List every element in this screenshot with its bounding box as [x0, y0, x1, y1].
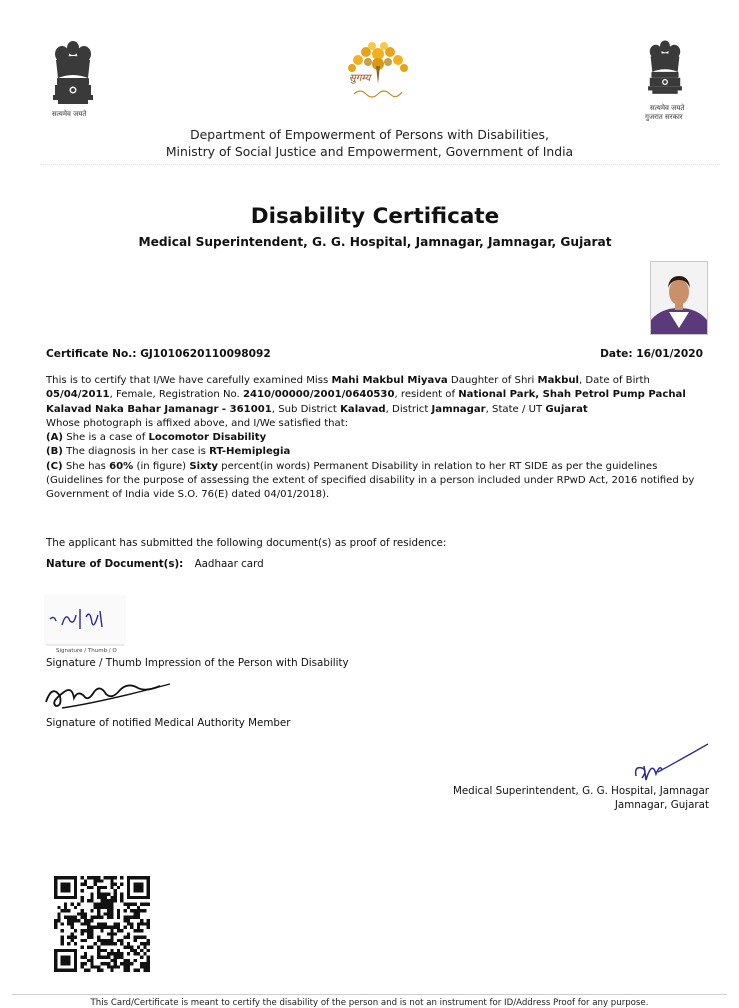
department-line-2: Ministry of Social Justice and Empowerment, Government of India: [165, 144, 574, 159]
qr-code-icon: [54, 876, 150, 972]
clause-b-label: (B): [46, 446, 63, 458]
clause-c-text: She has: [62, 460, 110, 472]
father-name: Makbul: [537, 375, 579, 386]
disability-type: Locomotor Disability: [148, 432, 267, 444]
medical-superintendent-block: [453, 785, 709, 812]
clause-c-label: (C): [46, 460, 63, 472]
header-divider: [40, 164, 720, 165]
logo-text: सुगम्य: [349, 73, 371, 84]
emblem-right-caption-2: गुजरात सरकार: [645, 113, 683, 121]
clause-c-text: percent(in words) Permanent Disability in relation to her RT SIDE as per the guidelines (Guidelines for the purpose of assessing the extent of specified disability in a person included under RPwD Act, 2016 notified by Government of India vide S.O. 76(E) dated 04/01/2018).: [46, 460, 695, 501]
emblem-left-caption: सत्यमेव जयते: [52, 110, 87, 118]
nature-of-document-label: Nature of Document(s):: [46, 558, 184, 570]
body-text: , District: [385, 403, 432, 415]
disability-percent-words: Sixty: [189, 460, 218, 472]
district: Jamnagar: [431, 403, 486, 415]
clause-b: [46, 445, 714, 459]
clause-a-label: (A): [46, 432, 64, 444]
state: Gujarat: [545, 403, 588, 415]
applicant-photo-icon: [651, 262, 707, 334]
diagnosis: RT-Hemiplegia: [209, 446, 291, 458]
certificate-date-value: 16/01/2020: [636, 348, 703, 360]
department-line-1: Department of Empowerment of Persons with Disabilities,: [190, 127, 549, 142]
thumb-caption: Signature / Thumb / O: [56, 648, 117, 654]
department-heading: [0, 126, 739, 160]
authority-signature-label: Signature of notified Medical Authority Member: [46, 717, 291, 729]
certificate-title: Disability Certificate: [250, 204, 500, 229]
photo-statement: Whose photograph is affixed above, and I/We satisfied that:: [46, 417, 349, 429]
emblem-right-caption-1: सत्यमेव जयते: [650, 104, 685, 112]
body-text: This is to certify that I/We have carefully examined Miss: [46, 375, 332, 386]
certificate-number-value: GJ1010620110098092: [140, 348, 271, 360]
clause-a: [46, 431, 714, 445]
body-text: , Female, Registration No.: [109, 389, 243, 401]
applicant-signature-label: Signature / Thumb Impression of the Person with Disability: [46, 657, 349, 669]
clause-a-text: She is a case of: [63, 432, 149, 444]
superintendent-signature-icon: [628, 740, 712, 784]
national-emblem-left-icon: [48, 38, 98, 116]
certification-paragraph: [46, 374, 714, 417]
applicant-photo: [650, 261, 708, 335]
certificate-issuer: Medical Superintendent, G. G. Hospital, Jamnagar, Jamnagar, Gujarat: [138, 235, 612, 249]
certificate-date-label: Date:: [600, 348, 633, 360]
logo-script-icon: [352, 86, 404, 98]
address: National Park, Shah Petrol Pump Pachal Kalavad Naka Bahar Jamanagr - 361001: [46, 389, 686, 415]
applicant-signature-icon: [44, 595, 126, 651]
sub-district: Kalavad: [340, 403, 386, 415]
nature-of-document: [46, 558, 264, 570]
body-text: , Sub District: [271, 403, 341, 415]
clause-c-text: (in figure): [133, 460, 190, 472]
certificate-number-label: Certificate No.:: [46, 348, 137, 360]
clause-b-text: The diagnosis in her case is: [62, 446, 210, 458]
disability-percent: 60%: [109, 460, 134, 472]
superintendent-line-2: Jamnagar, Gujarat: [614, 798, 709, 811]
registration-number: 2410/00000/2001/0640530: [242, 389, 395, 401]
national-emblem-right-icon: [642, 38, 688, 104]
certificate-date: [600, 348, 703, 360]
body-text: , Date of Birth: [578, 375, 650, 386]
clause-c: [46, 460, 714, 503]
residence-statement: The applicant has submitted the following document(s) as proof of residence:: [46, 537, 447, 549]
superintendent-line-1: Medical Superintendent, G. G. Hospital, Jamnagar: [452, 785, 709, 797]
certificate-body: [46, 374, 714, 503]
applicant-name: Mahi Makbul Miyava: [331, 375, 448, 386]
body-text: Daughter of Shri: [447, 375, 538, 386]
footer-divider: [12, 994, 727, 995]
nature-of-document-value: Aadhaar card: [194, 558, 264, 570]
body-text: , State / UT: [485, 403, 546, 415]
body-text: , resident of: [394, 389, 459, 401]
date-of-birth: 05/04/2011: [46, 389, 110, 401]
certificate-number: [46, 348, 271, 360]
footer-disclaimer: This Card/Certificate is meant to certify the disability of the person and is not an instrument for ID/Address Proof for any purpose.: [90, 998, 649, 1008]
authority-signature-icon: [42, 672, 178, 714]
